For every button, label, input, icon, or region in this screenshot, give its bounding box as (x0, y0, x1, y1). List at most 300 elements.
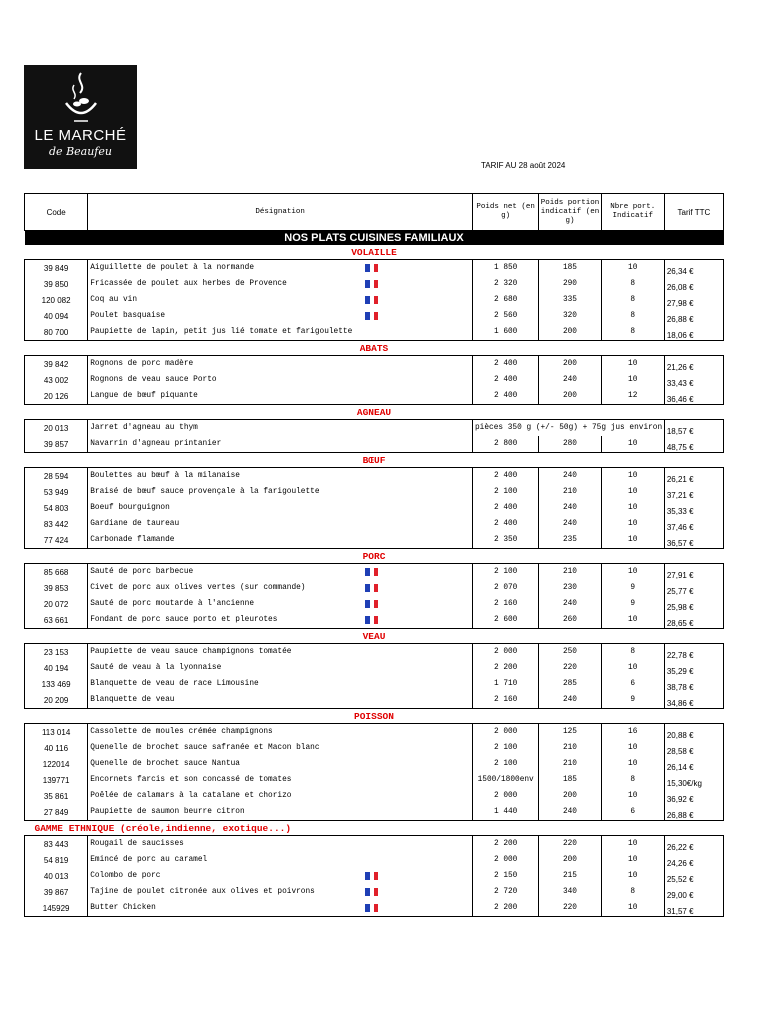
cell-code (25, 260, 88, 277)
cell-poids-portion-text: 220 (562, 840, 577, 848)
cell-tarif-text: 48,75 € (666, 443, 694, 452)
cell-designation (88, 500, 473, 516)
table-row (25, 772, 724, 788)
cell-nbre (601, 900, 664, 917)
cell-poids-net (473, 788, 539, 804)
cell-nbre-text: 10 (628, 904, 638, 912)
cell-tarif-text: 37,46 € (666, 523, 694, 532)
cell-nbre (601, 372, 664, 388)
table-row (25, 308, 724, 324)
cell-nbre-text: 10 (628, 504, 638, 512)
cell-tarif-text: 18,57 € (666, 427, 694, 436)
cell-nbre-text: 12 (628, 392, 638, 400)
cell-poids-portion-text: 200 (562, 328, 577, 336)
cell-nbre (601, 740, 664, 756)
cell-nbre (601, 868, 664, 884)
cell-tarif-text: 29,00 € (666, 891, 694, 900)
cell-tarif (664, 612, 723, 629)
cell-code (25, 772, 88, 788)
cell-nbre (601, 788, 664, 804)
cell-designation-text: Gardiane de taureau (90, 520, 180, 528)
cell-tarif (664, 468, 723, 485)
cell-tarif-text: 26,21 € (666, 475, 694, 484)
cell-tarif (664, 644, 723, 661)
cell-designation-text: Fondant de porc sauce porto et pleurotes (90, 616, 278, 624)
cell-code-text: 139771 (42, 775, 70, 785)
category-label: AGNEAU (356, 406, 392, 418)
cell-poids-portion-text: 200 (562, 392, 577, 400)
header-tarif: Tarif TTC (664, 194, 723, 231)
cell-code (25, 804, 88, 821)
category-row (25, 549, 724, 564)
french-flag-icon (365, 600, 378, 608)
cell-nbre-text: 10 (628, 616, 638, 624)
cell-nbre-text: 9 (630, 600, 636, 608)
cell-nbre-text: 9 (630, 584, 636, 592)
cell-poids-portion-text: 220 (562, 664, 577, 672)
cell-tarif-text: 34,86 € (666, 699, 694, 708)
cell-poids-portion-text: 210 (562, 760, 577, 768)
cell-nbre (601, 756, 664, 772)
table-row (25, 804, 724, 821)
tarif-date: TARIF AU 28 août 2024 (481, 161, 566, 170)
cell-nbre-text: 10 (628, 536, 638, 544)
cell-code-text: 53 949 (43, 487, 69, 497)
cell-nbre-text: 10 (628, 360, 638, 368)
cell-designation (88, 596, 473, 612)
cell-code (25, 836, 88, 853)
brand-logo (24, 65, 137, 169)
cell-designation-text: Boeuf bourguignon (90, 504, 170, 512)
cell-poids-net-text: 2 400 (493, 504, 518, 512)
cell-code (25, 644, 88, 661)
cell-poids-net (473, 884, 539, 900)
cell-poids-portion (539, 324, 601, 341)
cell-designation-text: Poulet basquaise (90, 312, 166, 320)
cell-poids-portion-text: 200 (562, 360, 577, 368)
cell-poids-portion-text: 240 (562, 520, 577, 528)
cell-poids-portion-text: 250 (562, 648, 577, 656)
cell-nbre (601, 564, 664, 581)
cell-code (25, 884, 88, 900)
cell-tarif-text: 20,88 € (666, 731, 694, 740)
cell-code-text: 122014 (42, 759, 70, 769)
cell-poids-portion-text: 200 (562, 792, 577, 800)
cell-code-text: 35 861 (43, 791, 69, 801)
cell-nbre-text: 10 (628, 840, 638, 848)
french-flag-icon (365, 312, 378, 320)
cell-designation (88, 372, 473, 388)
cell-designation-text: Sauté de veau à la lyonnaise (90, 664, 222, 672)
table-row (25, 532, 724, 549)
table-row (25, 356, 724, 373)
cell-code-text: 54 803 (43, 503, 69, 513)
cell-tarif-text: 25,98 € (666, 603, 694, 612)
cell-poids-net (473, 276, 539, 292)
cell-poids-net (473, 660, 539, 676)
flag-stripe (374, 312, 378, 320)
flag-stripe (374, 872, 378, 880)
cell-code (25, 484, 88, 500)
french-flag-icon (365, 904, 378, 912)
flag-stripe (374, 904, 378, 912)
cell-code (25, 388, 88, 405)
cell-code-text: 40 094 (43, 311, 69, 321)
cell-nbre (601, 852, 664, 868)
category-group (25, 564, 724, 629)
brand-name: LE MARCHÉ (34, 127, 127, 144)
cell-poids-portion (539, 308, 601, 324)
cell-designation (88, 468, 473, 485)
cell-tarif-text: 35,33 € (666, 507, 694, 516)
cell-nbre-text: 10 (628, 472, 638, 480)
cell-poids-portion-text: 235 (562, 536, 577, 544)
cell-nbre-text: 10 (628, 488, 638, 496)
cell-poids-net-text: 2 800 (493, 440, 518, 448)
french-flag-icon (365, 584, 378, 592)
cell-code-text: 80 700 (43, 327, 69, 337)
cell-tarif-text: 26,14 € (666, 763, 694, 772)
cell-designation-text: Cassolette de moules crémée champignons (90, 728, 273, 736)
cell-code (25, 676, 88, 692)
category-row (25, 405, 724, 420)
cell-tarif-text: 28,58 € (666, 747, 694, 756)
cell-poids-net-text: 2 400 (493, 376, 518, 384)
cell-designation-text: Rognons de veau sauce Porto (90, 376, 217, 384)
brand-subtitle: de Beaufeu (49, 145, 112, 158)
cell-designation-text: Boulettes au bœuf à la milanaise (90, 472, 240, 480)
cell-code (25, 660, 88, 676)
cell-code-text: 133 469 (41, 679, 71, 689)
cell-tarif-text: 25,77 € (666, 587, 694, 596)
cell-poids-net (473, 612, 539, 629)
cell-poids-portion (539, 372, 601, 388)
cell-code-text: 120 082 (41, 295, 71, 305)
cell-nbre-text: 8 (630, 296, 636, 304)
cell-poids-net (473, 388, 539, 405)
cell-code (25, 868, 88, 884)
cell-poids-portion (539, 852, 601, 868)
cell-poids-portion (539, 884, 601, 900)
cell-designation (88, 532, 473, 549)
cell-poids-portion (539, 532, 601, 549)
cell-nbre-text: 9 (630, 696, 636, 704)
table-row (25, 836, 724, 853)
cell-tarif-text: 37,21 € (666, 491, 694, 500)
table-row (25, 260, 724, 277)
cell-code-text: 77 424 (43, 535, 69, 545)
cell-poids-portion-text: 240 (562, 600, 577, 608)
cell-poids-net-text: 2 200 (493, 664, 518, 672)
cell-tarif (664, 724, 723, 741)
cell-code (25, 356, 88, 373)
cell-designation-text: Coq au vin (90, 296, 138, 304)
cell-poids-net-text: 2 400 (493, 520, 518, 528)
cell-code-text: 20 072 (43, 599, 69, 609)
cell-poids-portion (539, 868, 601, 884)
cell-designation (88, 852, 473, 868)
section-title: NOS PLATS CUISINES FAMILIAUX (25, 231, 724, 246)
cell-poids-net (473, 852, 539, 868)
cell-designation (88, 884, 473, 900)
cell-code-text: 40 116 (44, 743, 69, 753)
cell-poids-portion (539, 564, 601, 581)
cell-nbre-text: 10 (628, 376, 638, 384)
cell-poids-net-text: 2 400 (493, 360, 518, 368)
table-row (25, 500, 724, 516)
cell-tarif-text: 25,52 € (666, 875, 694, 884)
category-label: PORC (362, 550, 386, 562)
table-row (25, 676, 724, 692)
cell-tarif-text: 27,91 € (666, 571, 694, 580)
cell-tarif (664, 292, 723, 308)
cell-code (25, 580, 88, 596)
cell-code (25, 756, 88, 772)
table-row (25, 516, 724, 532)
cell-poids-portion-text: 240 (562, 376, 577, 384)
cell-poids-net (473, 580, 539, 596)
cell-code-text: 40 013 (43, 871, 69, 881)
cell-poids-net-text: 2 350 (493, 536, 518, 544)
french-flag-icon (365, 872, 378, 880)
cell-designation (88, 724, 473, 741)
cell-poids-net (473, 484, 539, 500)
french-flag-icon (365, 616, 378, 624)
cell-nbre (601, 436, 664, 453)
cell-nbre-text: 8 (630, 280, 636, 288)
cell-poids-portion (539, 388, 601, 405)
cell-poids-portion-text: 285 (562, 680, 577, 688)
cell-code-text: 39 853 (43, 583, 69, 593)
cell-poids-portion (539, 772, 601, 788)
cell-designation-text: Jarret d'agneau au thym (90, 424, 198, 432)
cell-tarif (664, 740, 723, 756)
cell-poids-portion (539, 804, 601, 821)
cell-poids-portion-text: 320 (562, 312, 577, 320)
cell-poids-portion (539, 436, 601, 453)
table-row (25, 756, 724, 772)
cell-poids-net-text: 2 000 (493, 728, 518, 736)
cell-tarif (664, 596, 723, 612)
cell-tarif-text: 31,57 € (666, 907, 694, 916)
category-row (25, 821, 724, 836)
cell-poids-portion (539, 596, 601, 612)
cell-code-text: 20 126 (43, 391, 69, 401)
table-row (25, 612, 724, 629)
cell-poids-net-text: 2 600 (493, 616, 518, 624)
cell-designation (88, 564, 473, 581)
cell-tarif-text: 35,29 € (666, 667, 694, 676)
cell-nbre (601, 276, 664, 292)
cell-designation-text: Sauté de porc moutarde à l'ancienne (90, 600, 255, 608)
cell-poids-portion-text: 335 (562, 296, 577, 304)
table-row (25, 660, 724, 676)
cell-poids-net-text: 2 680 (493, 296, 518, 304)
cell-nbre (601, 804, 664, 821)
cell-nbre (601, 500, 664, 516)
cell-poids-net (473, 740, 539, 756)
table-row (25, 788, 724, 804)
cell-tarif (664, 372, 723, 388)
cell-info-text: pièces 350 g (+/- 50g) + 75g jus environ (475, 424, 663, 432)
cell-tarif-text: 18,06 € (666, 331, 694, 340)
cell-code-text: 39 849 (43, 263, 69, 273)
cell-poids-portion (539, 660, 601, 676)
category-group (25, 644, 724, 709)
cell-nbre-text: 10 (628, 792, 638, 800)
cell-nbre (601, 676, 664, 692)
cell-poids-portion-text: 230 (562, 584, 577, 592)
cell-tarif (664, 836, 723, 853)
cell-tarif-text: 26,34 € (666, 267, 694, 276)
category-label: GAMME ETHNIQUE (créole,indienne, exotique...) (34, 822, 292, 834)
cell-code-text: 63 661 (43, 615, 69, 625)
cell-designation (88, 900, 473, 917)
section-title-row (25, 231, 724, 246)
cell-nbre (601, 772, 664, 788)
category-row (25, 629, 724, 644)
cell-code-text: 43 002 (43, 375, 69, 385)
table-row (25, 420, 724, 437)
cell-poids-net-text: 2 720 (493, 888, 518, 896)
cell-nbre (601, 308, 664, 324)
cell-poids-net (473, 436, 539, 453)
cell-designation (88, 580, 473, 596)
cell-tarif (664, 788, 723, 804)
cell-designation (88, 676, 473, 692)
cell-designation-text: Tajine de poulet citronée aux olives et poivrons (90, 888, 315, 896)
cell-poids-portion-text: 340 (562, 888, 577, 896)
cell-nbre-text: 10 (628, 520, 638, 528)
cell-poids-net (473, 356, 539, 373)
cell-code-text: 39 857 (43, 439, 69, 449)
cell-designation-text: Encornets farcis et son concassé de tomates (90, 776, 292, 784)
cell-poids-net-text: 1500/1800env (477, 776, 534, 784)
cell-designation (88, 740, 473, 756)
cell-poids-net (473, 868, 539, 884)
table-row (25, 324, 724, 341)
cell-code (25, 276, 88, 292)
cell-tarif (664, 772, 723, 788)
cell-code (25, 420, 88, 437)
cell-code-text: 40 194 (43, 663, 69, 673)
cell-poids-portion-text: 200 (562, 856, 577, 864)
table-row (25, 436, 724, 453)
cell-nbre (601, 292, 664, 308)
cell-info (473, 420, 665, 437)
cell-designation-text: Navarrin d'agneau printanier (90, 440, 222, 448)
flag-stripe (374, 264, 378, 272)
cell-poids-net (473, 596, 539, 612)
cell-poids-net-text: 2 160 (493, 600, 518, 608)
flag-stripe (374, 296, 378, 304)
cell-code-text: 145929 (42, 903, 70, 913)
cell-poids-net (473, 324, 539, 341)
cell-poids-portion-text: 220 (562, 904, 577, 912)
cell-nbre-text: 10 (628, 760, 638, 768)
header-code: Code (25, 194, 88, 231)
cell-code (25, 308, 88, 324)
cell-poids-net-text: 2 560 (493, 312, 518, 320)
cell-code (25, 740, 88, 756)
cell-code-text: 39 842 (43, 359, 69, 369)
cell-nbre-text: 6 (630, 680, 636, 688)
cell-tarif-text: 22,78 € (666, 651, 694, 660)
cell-designation (88, 388, 473, 405)
cell-tarif (664, 580, 723, 596)
cell-poids-net-text: 2 200 (493, 904, 518, 912)
cell-nbre-text: 8 (630, 312, 636, 320)
cell-designation-text: Paupiette de lapin, petit jus lié tomate et farigoulette (90, 328, 353, 336)
cell-tarif-text: 21,26 € (666, 363, 694, 372)
header-nbre-port: Nbre port. Indicatif (601, 194, 664, 231)
cell-poids-portion (539, 260, 601, 277)
cell-poids-portion (539, 756, 601, 772)
cell-nbre (601, 388, 664, 405)
table-row (25, 564, 724, 581)
cell-poids-portion-text: 280 (562, 440, 577, 448)
cell-poids-net (473, 468, 539, 485)
cell-designation-text: Rougail de saucisses (90, 840, 184, 848)
cell-code (25, 500, 88, 516)
cell-designation (88, 420, 473, 437)
cell-nbre (601, 724, 664, 741)
cell-nbre (601, 612, 664, 629)
flag-stripe (374, 888, 378, 896)
category-group (25, 420, 724, 453)
cell-tarif (664, 884, 723, 900)
cell-nbre (601, 516, 664, 532)
table-header-row (25, 194, 724, 231)
category-group (25, 468, 724, 549)
cell-poids-portion (539, 500, 601, 516)
cell-poids-net (473, 372, 539, 388)
cell-tarif (664, 692, 723, 709)
cell-designation (88, 324, 473, 341)
cell-nbre-text: 10 (628, 440, 638, 448)
cell-designation-text: Paupiette de saumon beurre citron (90, 808, 245, 816)
cell-code-text: 20 209 (43, 695, 69, 705)
table-row (25, 868, 724, 884)
cell-poids-portion (539, 356, 601, 373)
cell-designation (88, 612, 473, 629)
cell-poids-portion-text: 185 (562, 264, 577, 272)
cell-nbre (601, 884, 664, 900)
cell-poids-portion-text: 240 (562, 504, 577, 512)
cell-poids-net (473, 516, 539, 532)
cell-poids-net (473, 836, 539, 853)
cell-designation (88, 436, 473, 453)
table-row (25, 724, 724, 741)
cell-poids-net-text: 2 100 (493, 760, 518, 768)
cell-code-text: 85 668 (43, 567, 69, 577)
cell-poids-portion (539, 292, 601, 308)
table-row (25, 884, 724, 900)
french-flag-icon (365, 264, 378, 272)
cell-tarif (664, 484, 723, 500)
cell-designation (88, 484, 473, 500)
category-label: ABATS (359, 342, 389, 354)
cell-poids-net-text: 2 100 (493, 488, 518, 496)
table-row (25, 596, 724, 612)
cell-designation-text: Aiguillette de poulet à la normande (90, 264, 255, 272)
cell-designation (88, 756, 473, 772)
table-row (25, 276, 724, 292)
cell-poids-portion (539, 612, 601, 629)
cell-poids-portion-text: 125 (562, 728, 577, 736)
cell-nbre (601, 596, 664, 612)
cell-poids-portion (539, 580, 601, 596)
